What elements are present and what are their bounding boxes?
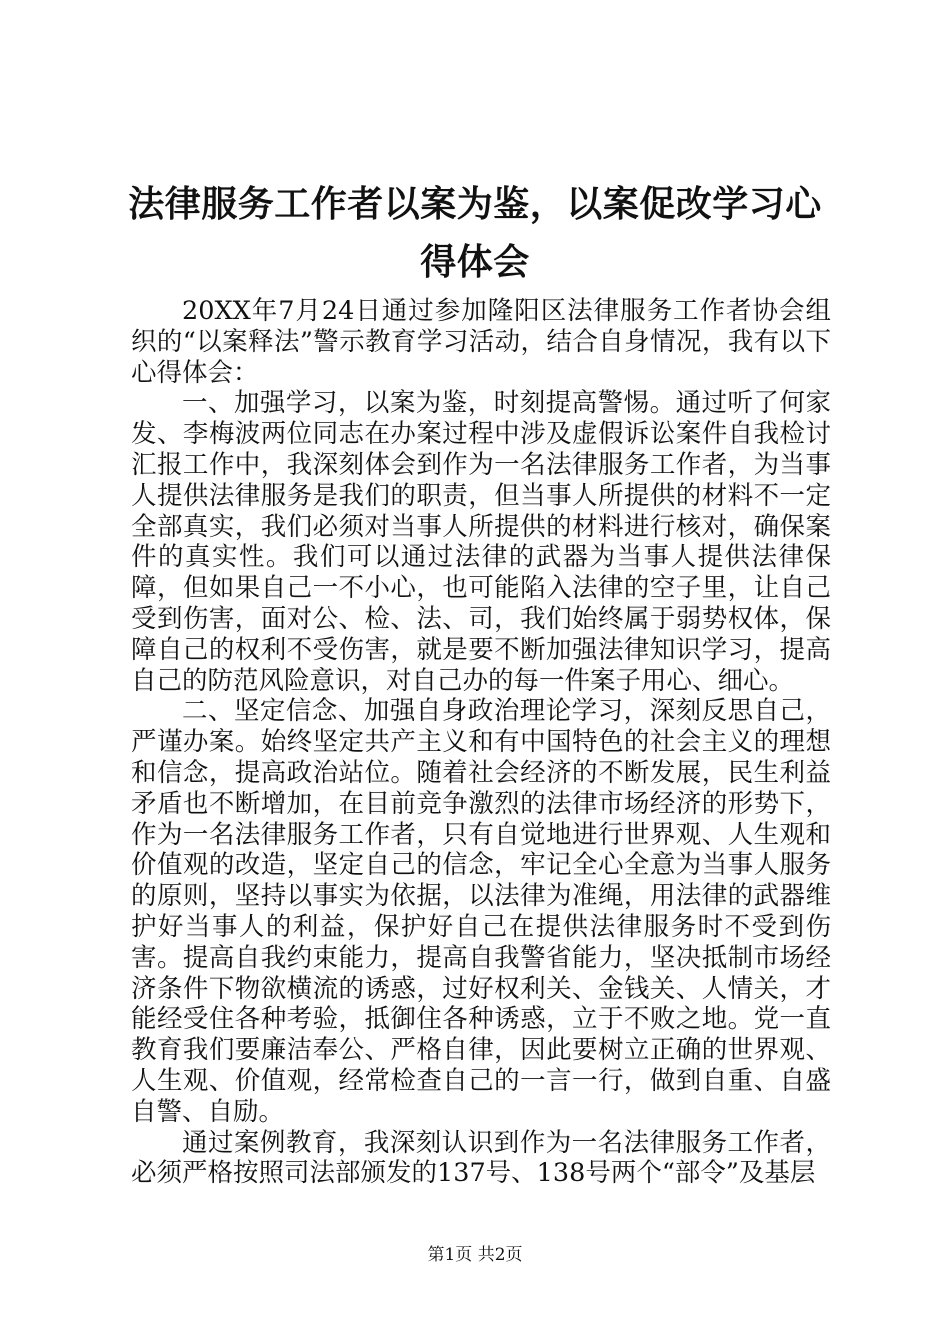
paragraph-conclusion: 通过案例教育，我深刻认识到作为一名法律服务工作者，必须严格按照司法部颁发的137号、138号两个“部令”及基层 [131, 1127, 831, 1189]
paragraph-section-two: 二、坚定信念、加强自身政治理论学习，深刻反思自己，严谨办案。始终坚定共产主义和有中国特色的社会主义的理想和信念，提高政治站位。随着社会经济的不断发展，民生利益矛盾也不断增加，在目前竞争激烈的法律市场经济的形势下，作为一名法律服务工作者，只有自觉地进行世界观、人生观和价值观的改造，坚定自己的信念，牢记全心全意为当事人服务的原则，坚持以事实为依据，以法律为准绳，用法律的武器维护好当事人的利益，保护好自己在提供法律服务时不受到伤害。提高自我约束能力，提高自我警省能力，坚决抵制市场经济条件下物欲横流的诱惑，过好权利关、金钱关、人情关，才能经受住各种考验，抵御住各种诱惑，立于不败之地。党一直教育我们要廉洁奉公、严格自律，因此要树立正确的世界观、人生观、价值观，经常检查自己的一言一行，做到自重、自盛自警、自励。 [131, 696, 831, 1127]
paragraph-section-one: 一、加强学习，以案为鉴，时刻提高警惕。通过听了何家发、李梅波两位同志在办案过程中涉及虚假诉讼案件自我检讨汇报工作中，我深刻体会到作为一名法律服务工作者，为当事人提供法律服务是我们的职责，但当事人所提供的材料不一定全部真实，我们必须对当事人所提供的材料进行核对，确保案件的真实性。我们可以通过法律的武器为当事人提供法律保障，但如果自己一不小心，也可能陷入法律的空子里，让自己受到伤害，面对公、检、法、司，我们始终属于弱势权体，保障自己的权利不受伤害，就是要不断加强法律知识学习，提高自己的防范风险意识，对自己办的每一件案子用心、细心。 [131, 388, 831, 696]
page-footer: 第1页 共2页 [427, 1245, 523, 1265]
document-body [131, 296, 831, 1189]
document-title: 法律服务工作者以案为鉴，以案促改学习心得体会 [128, 183, 822, 283]
paragraph-intro: 20XX年7月24日通过参加隆阳区法律服务工作者协会组织的“以案释法”警示教育学习活动，结合自身情况，我有以下心得体会： [131, 296, 831, 388]
